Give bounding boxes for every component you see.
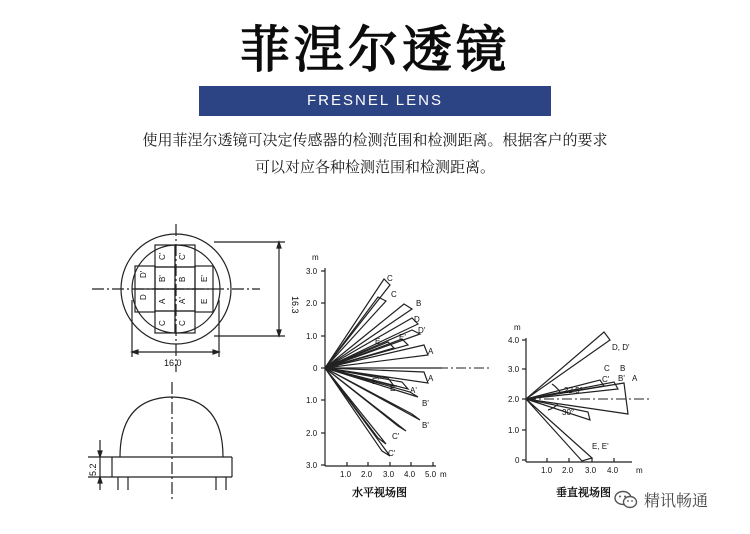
v-x-tick: 2.0 — [562, 466, 574, 475]
horizontal-fov-plot — [321, 268, 490, 466]
beam-label: A — [632, 374, 638, 383]
description-line-1: 使用菲涅尔透镜可决定传感器的检测范围和检测距离。根据客户的要求 — [142, 131, 608, 149]
beam-label: C' — [388, 449, 396, 458]
vertical-chart-caption: 垂直视场图 — [556, 486, 611, 499]
zone-label: C' — [158, 252, 167, 260]
beam-label: D, D' — [612, 343, 630, 352]
beam-label: A — [428, 374, 434, 383]
beam-label: E' — [399, 333, 406, 342]
zone-label: C' — [178, 252, 187, 260]
v-x-tick: 1.0 — [541, 466, 553, 475]
zone-label: A' — [178, 297, 187, 304]
beam-label: E, E' — [592, 442, 609, 451]
watermark — [614, 488, 708, 511]
h-x-unit: m — [440, 470, 447, 479]
h-y-tick: 2.0 — [306, 299, 318, 308]
v-x-tick: 3.0 — [585, 466, 597, 475]
zone-label: B' — [158, 275, 167, 282]
zone-label: D' — [139, 270, 148, 278]
h-x-tick: 5.0 — [425, 470, 437, 479]
zone-label: C — [158, 320, 167, 326]
vertical-fov-plot — [522, 332, 652, 462]
beam-label: E' — [390, 384, 397, 393]
h-y-unit: m — [312, 253, 319, 262]
h-x-tick: 3.0 — [383, 470, 395, 479]
beam-label: C — [391, 290, 397, 299]
v-y-tick: 1.0 — [508, 426, 520, 435]
v-y-tick: 3.0 — [508, 365, 520, 374]
beam-label: B — [416, 299, 422, 308]
zone-label: C — [178, 320, 187, 326]
wechat-icon — [614, 490, 638, 510]
subtitle-banner: FRESNEL LENS — [199, 86, 551, 116]
dim-dome-label: 5.2 — [88, 463, 98, 476]
h-y-tick: 3.0 — [306, 267, 318, 276]
vertical-beam-labels — [562, 343, 638, 451]
h-y-tick: 1.0 — [306, 396, 318, 405]
beam-label: C' — [392, 432, 400, 441]
beam-label: B' — [618, 374, 625, 383]
horizontal-beam-labels — [372, 274, 434, 458]
dim-height-label: 16.3 — [290, 296, 300, 314]
beam-label: E — [375, 337, 381, 346]
h-x-tick: 1.0 — [340, 470, 352, 479]
h-y-tick: 2.0 — [306, 429, 318, 438]
description-line-2: 可以对应各种检测范围和检测距离。 — [254, 158, 495, 176]
v-y-unit: m — [514, 323, 521, 332]
beam-label: C — [604, 364, 610, 373]
zone-label: E' — [200, 275, 209, 282]
beam-label: A' — [410, 386, 417, 395]
angle-label: 30° — [562, 408, 575, 417]
v-y-tick: 4.0 — [508, 336, 520, 345]
lens-top-view — [92, 224, 285, 372]
beam-label: B' — [422, 399, 429, 408]
h-y-tick: 0 — [313, 364, 318, 373]
watermark-text: 精讯畅通 — [644, 491, 709, 510]
beam-label: B — [620, 364, 626, 373]
v-x-unit: m — [636, 466, 643, 475]
horizontal-chart-caption: 水平视场图 — [352, 486, 407, 499]
beam-label: D' — [418, 326, 426, 335]
page-title: 菲涅尔透镜 — [240, 21, 510, 79]
zone-label: E — [200, 298, 209, 304]
zone-label: B — [178, 276, 187, 282]
h-x-tick: 2.0 — [361, 470, 373, 479]
lens-side-view — [88, 382, 232, 500]
angle-label: 22.5° — [564, 386, 583, 395]
beam-label: B' — [422, 421, 429, 430]
zone-label: A — [158, 298, 167, 304]
beam-label: C' — [602, 375, 610, 384]
v-x-tick: 4.0 — [607, 466, 619, 475]
v-y-tick: 0 — [515, 456, 520, 465]
dim-width-label: 16.0 — [164, 358, 182, 368]
h-y-tick: 1.0 — [306, 332, 318, 341]
beam-label: A — [428, 347, 434, 356]
beam-label: C — [387, 274, 393, 283]
beam-label: E' — [372, 377, 379, 386]
h-y-tick: 3.0 — [306, 461, 318, 470]
beam-label: D — [414, 315, 420, 324]
v-y-tick: 2.0 — [508, 395, 520, 404]
zone-label: D — [139, 294, 148, 300]
h-x-tick: 4.0 — [404, 470, 416, 479]
